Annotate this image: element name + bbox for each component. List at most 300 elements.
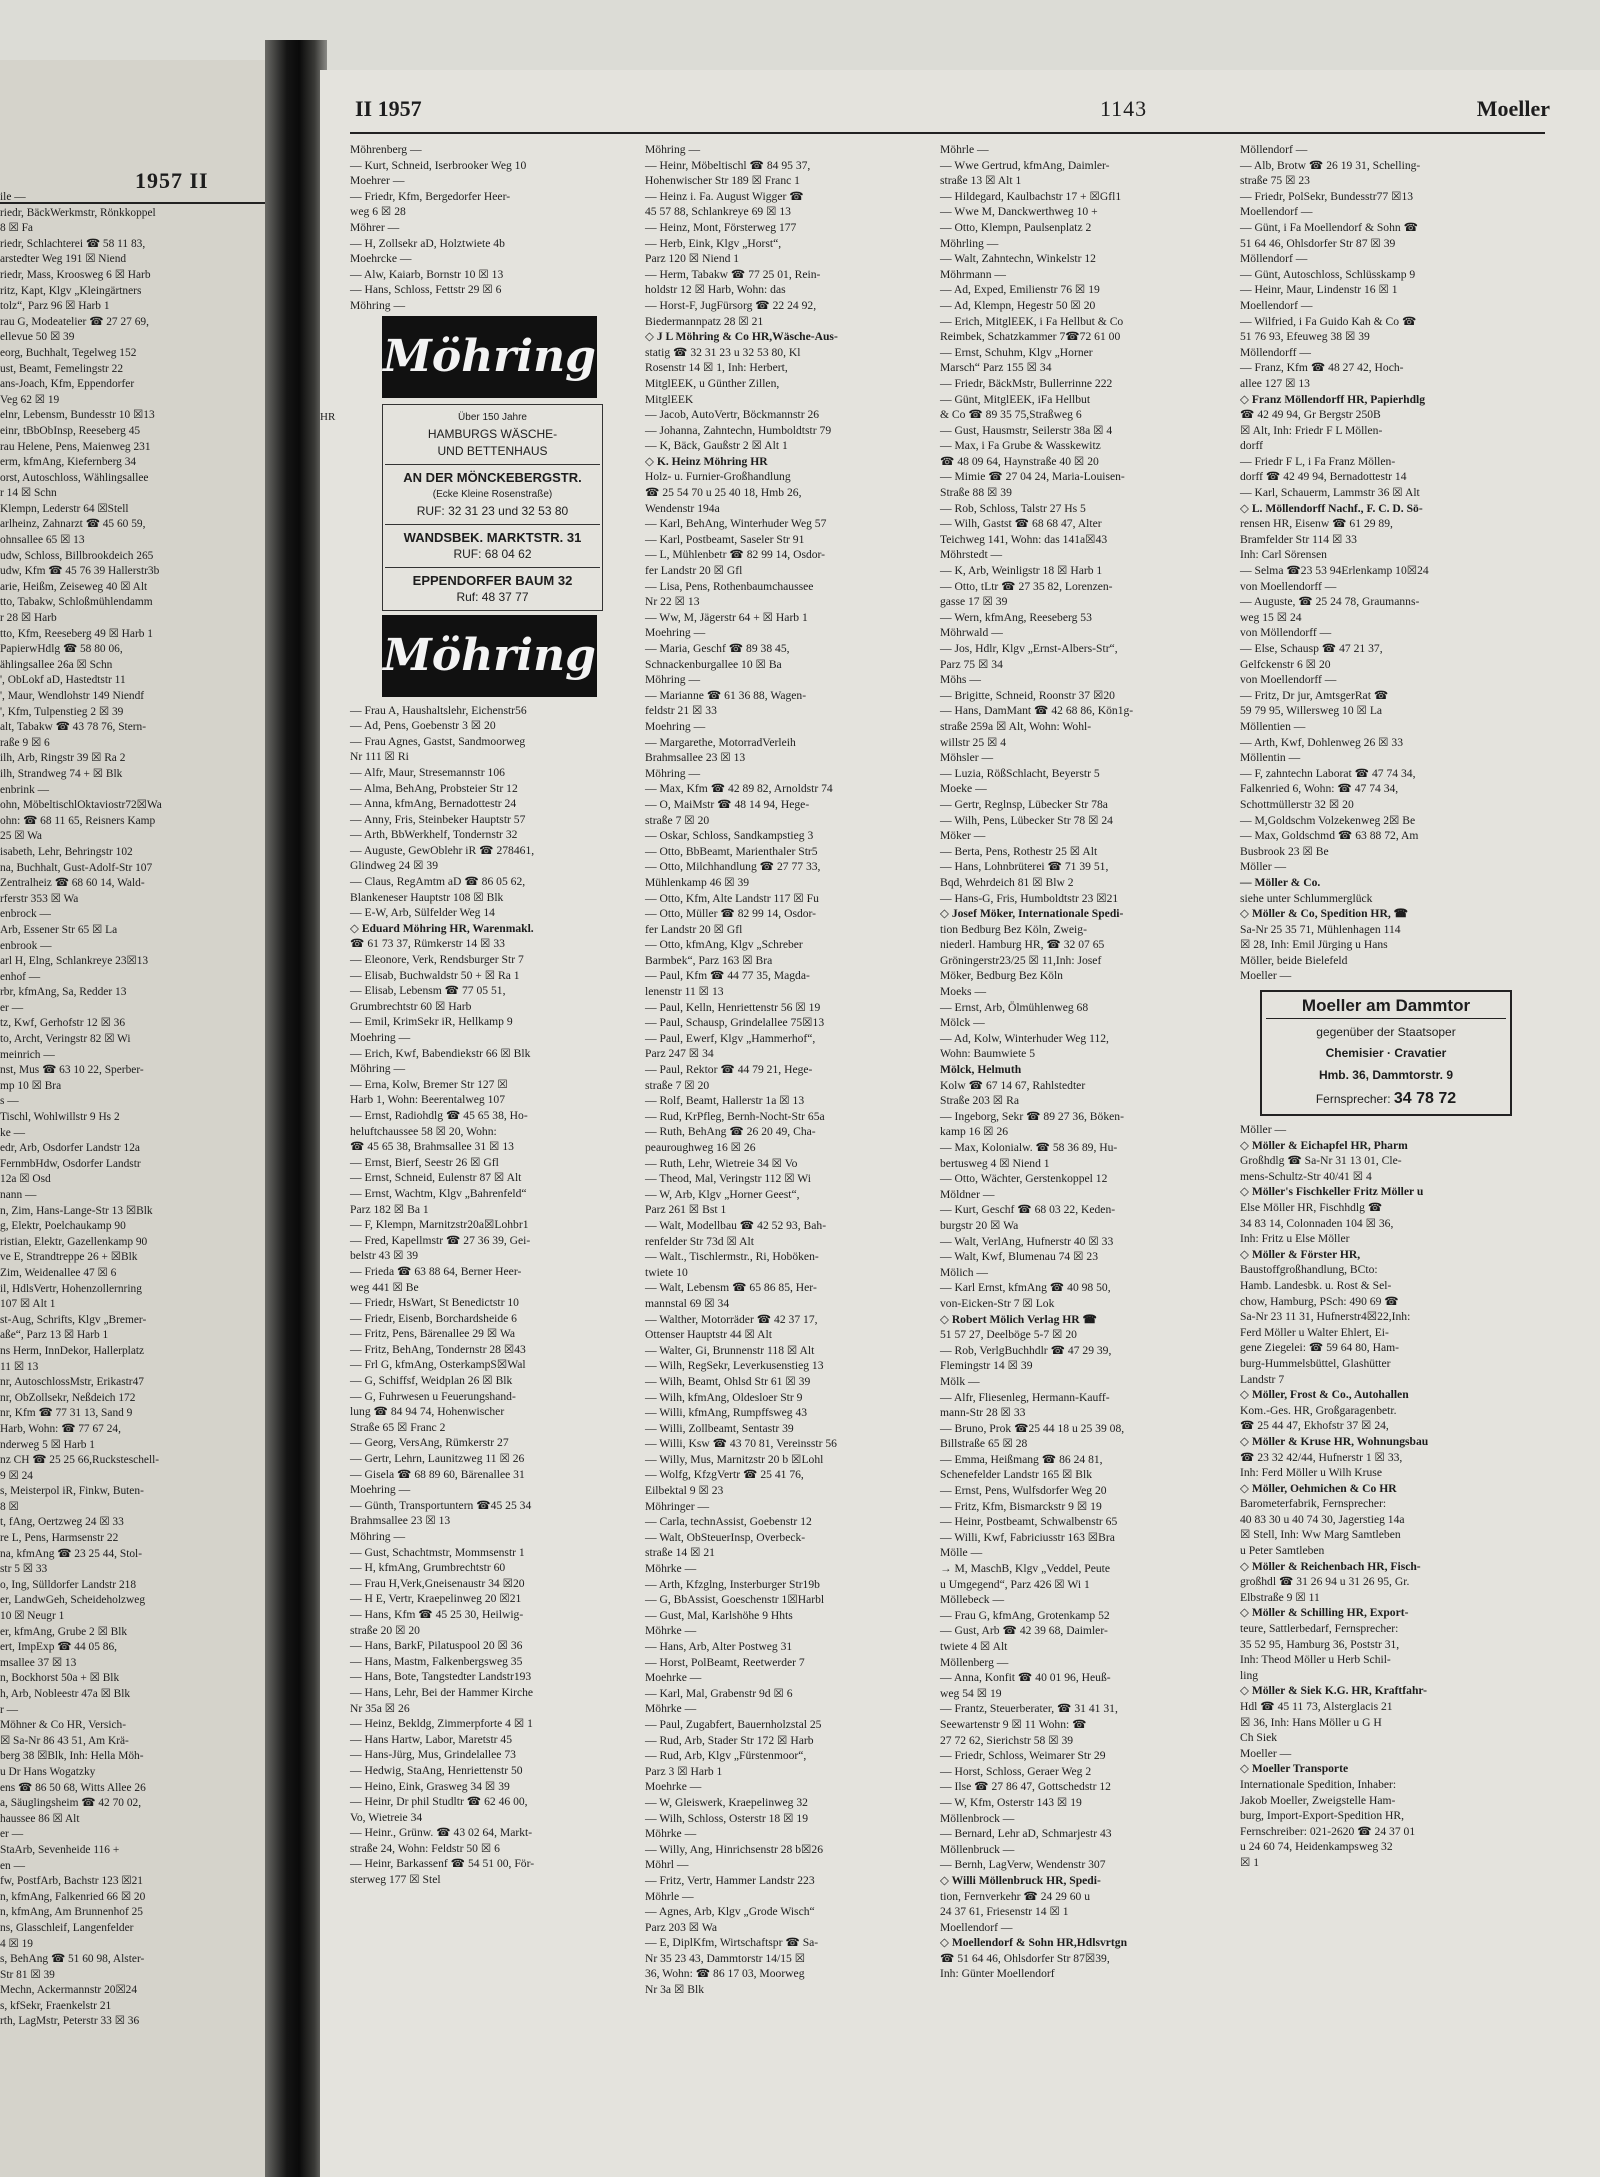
directory-entry: — Franz, Kfm ☎ 48 27 42, Hoch- [1240,361,1404,375]
directory-entry: — Else, Schausp ☎ 47 21 37, [1240,642,1383,655]
directory-entry: Möhring — [350,298,406,312]
directory-entry: — Rob, Schloss, Talstr 27 Hs 5 [940,501,1086,515]
directory-entry: ert, ImpExp ☎ 44 05 86, [0,1641,118,1654]
directory-entry: — Wilh, Pens, Lübecker Str 78 ☒ 24 [940,813,1113,827]
directory-entry: — Walt, Kwf, Blumenau 74 ☒ 23 [940,1250,1099,1264]
directory-entry: — Jos, Hdlr, Klgv „Ernst-Albers-Str“, [940,642,1118,655]
directory-entry: tion, Fernverkehr ☎ 24 29 60 u [940,1889,1090,1903]
directory-entry: — Gisela ☎ 68 89 60, Bärenallee 31 [350,1467,525,1481]
directory-entry: Landstr 7 [1240,1372,1285,1386]
directory-entry: — Karl, Mal, Grabenstr 9d ☒ 6 [645,1686,793,1700]
directory-entry: Moellendorf — [940,1920,1013,1934]
directory-entry: r 14 ☒ Schn [0,487,57,500]
directory-entry: nann — [0,1189,37,1201]
ad-addr1: AN DER MÖNCKEBERGSTR. [403,469,582,485]
directory-entry: MitglEEK, u Günther Zillen, [645,376,780,390]
directory-entry: ◇ Moellendorf & Sohn HR,Hdlsvrtgn [940,1936,1128,1950]
directory-entry: — Walt, Modellbau ☎ 42 52 93, Bah- [645,1218,827,1232]
directory-entry: — Friedr F L, i Fa Franz Möllen- [1240,454,1396,468]
directory-entry: Reimbek, Schatzkammer 7☎72 61 00 [940,330,1121,344]
ad-line2: UND BETTENHAUS [437,443,548,458]
directory-entry: Gelfckenstr 6 ☒ 20 [1240,657,1331,671]
directory-entry: — Lisa, Pens, Rothenbaumchaussee [645,579,814,593]
directory-entry: — Frantz, Steuerberater, ☎ 31 41 31, [940,1702,1118,1716]
directory-entry: chow, Hamburg, PSch: 490 69 ☎ [1240,1294,1399,1308]
directory-entry: von Moellendorff — [1240,673,1337,687]
directory-entry: — Paul, Rektor ☎ 44 79 21, Hege- [645,1063,813,1077]
directory-entry: — Auguste, ☎ 25 24 78, Graumanns- [1240,595,1420,609]
directory-entry: allee 127 ☒ 13 [1240,376,1310,390]
directory-entry: — Horst, PolBeamt, Reetwerder 7 [645,1655,805,1669]
directory-entry: — W, Gleiswerk, Kraepelinweg 32 [645,1795,808,1809]
directory-entry: — Ad, Klempn, Hegestr 50 ☒ 20 [940,298,1096,312]
directory-entry: — Friedr, BäckMstr, Bullerrinne 222 [940,376,1113,390]
directory-entry: — Wilfried, i Fa Guido Kah & Co ☎ [1240,314,1417,328]
directory-entry: 40 83 30 u 40 74 30, Jagerstieg 14a [1240,1512,1405,1526]
directory-entry: — Fritz, Dr jur, AmtsgerRat ☎ [1240,688,1389,702]
directory-entry: PapierwHdlg ☎ 58 80 06, [0,643,123,656]
directory-entry: 25 ☒ Wa [0,830,42,843]
directory-entry: Möhrke — [645,1827,697,1841]
directory-entry: FernmbHdw, Osdorfer Landstr [0,1157,141,1170]
directory-entry: — Hans, BarkF, Pilatuspool 20 ☒ 36 [350,1639,523,1653]
directory-entry: — Heino, Eink, Grasweg 34 ☒ 39 [350,1779,510,1793]
directory-entry: 34 83 14, Colonnaden 104 ☒ 36, [1240,1216,1394,1230]
directory-entry: weg 54 ☒ 19 [940,1686,1002,1700]
directory-entry: tto, Kfm, Reeseberg 49 ☒ Harb 1 [0,627,153,640]
directory-entry: — Wilh, Beamt, Ohlsd Str 61 ☒ 39 [645,1374,811,1388]
directory-entry: ählingsallee 26a ☒ Schn [0,658,113,671]
directory-entry: Biedermannpatz 28 ☒ 21 [645,314,764,328]
directory-entry: — Ad, Kolw, Winterhuder Weg 112, [940,1031,1109,1045]
directory-entry: fer Landstr 20 ☒ Gfl [645,564,743,578]
directory-entry: — Arth, Kfzglng, Insterburger Str19b [645,1577,820,1591]
directory-entry: ☒ Stell, Inh: Ww Marg Samtleben [1240,1528,1401,1542]
right-header-rule [350,132,1545,134]
directory-entry: Inh: Carl Sörensen [1240,548,1327,562]
directory-entry: elnr, Lebensm, Bundesstr 10 ☒13 [0,409,155,422]
directory-entry: — Günth, Transportuntern ☎45 25 34 [350,1498,532,1512]
directory-entry: — Walt., Tischlermstr., Ri, Hoböken- [645,1250,819,1264]
directory-entry: — Ernst, Wachtm, Klgv „Bahrenfeld“ [350,1186,527,1200]
directory-entry: Nr 3a ☒ Blk [645,1983,705,1997]
directory-entry: — Otto, Müller ☎ 82 99 14, Osdor- [645,907,817,921]
directory-entry: Glindweg 24 ☒ 39 [350,859,439,873]
directory-entry: edr, Arb, Osdorfer Landstr 12a [0,1142,140,1155]
directory-entry: — Wolfg, KfzgVertr ☎ 25 41 76, [645,1468,804,1482]
directory-entry: t, fAng, Oertzweg 24 ☒ 33 [0,1516,124,1529]
directory-entry: Mölck, Helmuth [940,1063,1022,1077]
directory-entry: — O, MaiMstr ☎ 48 14 94, Hege- [645,797,810,811]
directory-entry: enhof — [0,970,41,983]
directory-entry: nst, Mus ☎ 63 10 22, Sperber- [0,1064,144,1077]
directory-entry: von Möllendorff — [1240,626,1332,640]
directory-entry: — Otto, Klempn, Paulsenplatz 2 [940,220,1092,234]
column-3 [940,142,1235,2082]
directory-entry: Teichweg 141, Wohn: das 141a☒43 [940,532,1108,546]
directory-entry: Mölk — [940,1374,980,1388]
directory-entry: u 24 60 74, Heidenkampsweg 32 [1240,1840,1393,1854]
directory-entry: → M, MaschB, Klgv „Veddel, Peute [940,1562,1111,1576]
directory-entry: — Theod, Mal, Veringstr 112 ☒ Wi [645,1172,812,1186]
directory-entry: — Arth, Kwf, Dohlenweg 26 ☒ 33 [1240,735,1404,749]
directory-entry: rth, LagMstr, Peterstr 33 ☒ 36 [0,2015,140,2028]
directory-entry: Möllentin — [1240,751,1301,765]
directory-entry: Baustoffgroßhandlung, BCto: [1240,1263,1378,1277]
ad-tel1: RUF: 32 31 23 und 32 53 80 [416,503,569,518]
directory-entry: tion Bedburg Bez Köln, Zweig- [940,922,1087,936]
directory-entry: s — [0,1095,19,1108]
directory-entry: Zim, Weidenallee 47 ☒ 6 [0,1266,117,1279]
column-1 [320,142,640,2082]
directory-entry: siehe unter Schlummerglück [1240,891,1373,905]
directory-entry: Nr 35a ☒ 26 [350,1701,410,1715]
directory-entry: Inh: Theod Möller u Herb Schil- [1240,1653,1391,1667]
directory-entry: h, Arb, Nobleestr 47a ☒ Blk [0,1688,131,1700]
directory-entry: — Rud, Arb, Stader Str 172 ☒ Harb [645,1733,814,1747]
directory-entry: — Ernst, Schneid, Eulenstr 87 ☒ Alt [350,1171,522,1185]
directory-entry: Moellendorf — [1240,298,1313,312]
ad-addr2: WANDSBEK. MARKTSTR. 31 [403,529,582,545]
directory-entry: — Paul, Kelln, Henriettenstr 56 ☒ 19 [645,1000,821,1014]
moeller-ad-title: Moeller am Dammtor [1266,998,1506,1019]
directory-entry: arlheinz, Zahnarzt ☎ 45 60 59, [0,518,146,531]
directory-entry: rbr, kfmAng, Sa, Redder 13 [0,986,127,999]
directory-entry: Harb 1, Wohn: Beerentalweg 107 [350,1093,506,1107]
page-number: 1143 [1100,96,1148,121]
directory-entry: Mölich — [940,1265,988,1279]
directory-entry: — Gertr, Reglnsp, Lübecker Str 78a [940,797,1108,811]
directory-entry: Busbrook 23 ☒ Be [1240,844,1329,858]
directory-entry: — E-W, Arb, Sülfelder Weg 14 [350,906,495,920]
directory-entry: ilh, Strandweg 74 + ☒ Blk [0,767,123,780]
directory-entry: ens ☎ 86 50 68, Witts Allee 26 [0,1781,146,1794]
directory-entry: Möhrstedt — [940,548,1003,562]
directory-entry: heluftchaussee 58 ☒ 20, Wohn: [350,1124,497,1138]
directory-entry: Arb, Essener Str 65 ☒ La [0,923,118,936]
directory-entry: twiete 10 [645,1265,688,1279]
name-heading: Moeller [1476,96,1550,121]
directory-entry: niederl. Hamburg HR, ☎ 32 07 65 [940,938,1105,952]
directory-entry: — Carla, technAssist, Goebenstr 12 [645,1515,812,1529]
directory-entry: ◇ L. Möllendorff Nachf., F. C. D. Sö- [1240,501,1423,515]
moeller-ad-phone-number: 34 78 72 [1393,1090,1457,1108]
directory-entry: rferstr 353 ☒ Wa [0,892,79,905]
directory-entry: — Hans, Kfm ☎ 45 25 30, Heilwig- [350,1607,524,1621]
directory-entry: Möhner & Co HR, Versich- [0,1719,127,1732]
directory-entry: — Fritz, Pens, Bärenallee 29 ☒ Wa [350,1327,516,1341]
directory-entry: — Frl G, kfmAng, OsterkampS☒Wal [350,1358,526,1372]
directory-entry: Möhringer — [645,1499,710,1513]
directory-entry: Nr 35 23 43, Dammtorstr 14/15 ☒ [645,1951,806,1965]
directory-entry: Möhrle — [940,143,989,156]
directory-entry: ◇ Josef Möker, Internationale Spedi- [940,907,1124,921]
column-4 [1240,142,1535,2082]
directory-entry: Marsch“ Parz 155 ☒ 34 [940,361,1052,375]
directory-entry: — Günt, i Fa Moellendorf & Sohn ☎ [1240,220,1419,234]
directory-entry: r — [0,1703,19,1716]
directory-entry: rau G, Modeatelier ☎ 27 27 69, [0,315,149,328]
directory-entry: — Frau H,Verk,Gneisenaustr 34 ☒20 [350,1576,525,1590]
directory-entry: — Kurt, Schneid, Iserbrooker Weg 10 [350,158,527,172]
directory-entry: — Max, Kolonialw. ☎ 58 36 89, Hu- [940,1141,1118,1154]
directory-entry: Möhsler — [940,751,994,765]
directory-entry: belstr 43 ☒ 39 [350,1249,419,1263]
directory-entry: — Heinr, Dr phil Studltr ☎ 62 46 00, [350,1795,528,1809]
directory-entry: s, Meisterpol iR, Finkw, Buten- [0,1485,144,1498]
directory-entry: — Hans-G, Fris, Humboldtstr 23 ☒21 [940,891,1119,905]
directory-entry: — Max, i Fa Grube & Wasskewitz [940,439,1101,453]
directory-entry: Möller, beide Bielefeld [1240,953,1348,967]
directory-entry: Klempn, Lederstr 64 ☒Stell [0,502,129,515]
directory-entry: & Co ☎ 89 35 75,Straßweg 6 [940,408,1082,422]
directory-entry: a, Säuglingsheim ☎ 42 70 02, [0,1797,142,1810]
directory-entry: ◇ Möller & Kruse HR, Wohnungsbau [1240,1434,1429,1448]
directory-entry: — Hans, Lohnbrüterei ☎ 71 39 51, [940,860,1109,874]
directory-entry: lung ☎ 84 94 74, Hohenwischer [350,1405,505,1419]
directory-entry: bertusweg 4 ☒ Niend 1 [940,1156,1050,1170]
directory-entry: sterweg 177 ☒ Stel [350,1873,441,1887]
directory-entry: — Wwe Gertrud, kfmAng, Daimler- [940,158,1110,172]
directory-entry: Grumbrechtstr 60 ☒ Harb [350,999,472,1013]
directory-entry: Möhrling — [940,236,999,250]
directory-entry: — Gust, Arb ☎ 42 39 68, Daimler- [940,1624,1108,1638]
directory-entry: weg 6 ☒ 28 [350,205,406,219]
directory-entry: arie, Heißm, Zeiseweg 40 ☒ Alt [0,580,148,593]
directory-entry: n, kfmAng, Am Brunnenhof 25 [0,1906,144,1919]
directory-entry: — Hildegard, Kaulbachstr 17 + ☒Gfl1 [940,189,1122,203]
directory-entry: Möllendorf — [1240,143,1308,156]
directory-entry: Möhrenberg — [350,143,422,156]
directory-entry: Str 81 ☒ 39 [0,1968,55,1981]
directory-entry: Fernschreiber: 021-2620 ☎ 24 37 01 [1240,1824,1416,1838]
directory-entry: Moehring — [350,1483,411,1497]
directory-entry: — Frieda ☎ 63 88 64, Berner Heer- [350,1264,522,1278]
directory-entry: na, Buchhalt, Gust-Adolf-Str 107 [0,861,153,874]
directory-entry: Möhring — [350,1062,406,1076]
directory-entry: ans-Joach, Kfm, Eppendorfer [0,378,135,391]
directory-entry: ◇ Willi Möllenbruck HR, Spedi- [940,1873,1101,1887]
directory-entry: ☒ 36, Inh: Hans Möller u G H [1240,1715,1382,1729]
directory-entry: Möllendorf — [1240,252,1308,266]
directory-entry: — Elisab, Buchwaldstr 50 + ☒ Ra 1 [350,968,520,982]
directory-entry: — G, BbAssist, Goeschenstr 1☒Harbl [645,1593,825,1607]
directory-entry: en — [0,1859,25,1872]
directory-entry: — Walt, Zahntechn, Winkelstr 12 [940,252,1096,266]
directory-entry: Kolw ☎ 67 14 67, Rahlstedter [940,1078,1086,1092]
directory-entry: Brahmsallee 23 ☒ 13 [350,1514,451,1528]
directory-entry: Hohenwischer Str 189 ☒ Franc 1 [645,174,800,188]
directory-entry: alt, Tabakw ☎ 43 78 76, Stern- [0,721,147,734]
directory-entry: Zentralheiz ☎ 68 60 14, Wald- [0,877,145,890]
directory-entry: Parz 75 ☒ 34 [940,657,1003,671]
directory-entry: straße 75 ☒ 23 [1240,174,1310,188]
directory-entry: — H E, Vertr, Kraepelinweg 20 ☒21 [350,1592,522,1606]
directory-entry: enbrook — [0,939,52,952]
directory-entry: ellevue 50 ☒ 39 [0,331,75,344]
directory-entry: Wendenstr 194a [645,501,720,515]
directory-entry: ☎ 23 32 42/44, Hufnerstr 1 ☒ 33, [1240,1450,1403,1464]
directory-entry: — Paul, Kfm ☎ 44 77 35, Magda- [645,969,810,983]
directory-entry: — Friedr, Eisenb, Borchardsheide 6 [350,1311,517,1325]
directory-entry: erm, kfmAng, Kiefernberg 34 [0,456,137,469]
directory-entry: — Ingeborg, Sekr ☎ 89 27 36, Böken- [940,1109,1124,1123]
directory-entry: er, LandwGeh, Scheideholzweg [0,1594,146,1607]
directory-entry: to, Archt, Veringstr 82 ☒ Wi [0,1033,131,1046]
directory-entry: tz, Kwf, Gerhofstr 12 ☒ 36 [0,1017,126,1030]
directory-entry: n, Zim, Hans-Lange-Str 13 ☒Blk [0,1204,153,1217]
directory-entry: Möker, Bedburg Bez Köln [940,969,1063,983]
directory-entry: — W, Arb, Klgv „Horner Geest“, [645,1187,800,1201]
directory-entry: Hdl ☎ 45 11 73, Alsterglacis 21 [1240,1700,1393,1713]
directory-entry: s, BehAng ☎ 51 60 98, Alster- [0,1953,145,1966]
ad-line1: HAMBURGS WÄSCHE- [427,426,558,441]
directory-entry: — Rud, KrPfleg, Bernh-Nocht-Str 65a [645,1109,825,1123]
directory-entry: ☎ 51 64 46, Ohlsdorfer Str 87☒39, [940,1951,1110,1965]
directory-entry: Möhrke — [645,1562,697,1576]
directory-entry: raße 9 ☒ 6 [0,736,50,749]
directory-entry: — Ernst, Pens, Wulfsdorfer Weg 20 [940,1484,1107,1498]
directory-entry: — H, Zollsekr aD, Holztwiete 4b [350,236,505,250]
directory-entry: Moeks — [940,985,987,999]
directory-entry: — Walt, Lebensm ☎ 65 86 85, Her- [645,1281,817,1295]
hr-mark: HR [320,410,336,423]
ad-tel2: RUF: 68 04 62 [453,546,532,561]
directory-entry: Parz 3 ☒ Harb 1 [645,1764,723,1778]
left-page-header: 1957 II [135,168,209,193]
directory-entry: ile — [0,191,26,203]
directory-entry: ◇ Möller & Reichenbach HR, Fisch- [1240,1559,1421,1573]
directory-entry: mp 10 ☒ Bra [0,1079,62,1092]
directory-entry: — Hedwig, StaAng, Henriettenstr 50 [350,1763,523,1777]
directory-entry: ☎ 25 54 70 u 25 40 18, Hmb 26, [645,486,802,500]
directory-entry: — Günt, Autoschloss, Schlüsskamp 9 [1240,267,1416,281]
directory-entry: Mölck — [940,1016,985,1030]
directory-entry: — Brigitte, Schneid, Roonstr 37 ☒20 [940,688,1115,702]
directory-entry: — Otto, tLtr ☎ 27 35 82, Lorenzen- [940,579,1113,593]
moeller-ad-phone [1266,1091,1506,1108]
directory-entry: Seewartenstr 9 ☒ 11 Wohn: ☎ [940,1717,1087,1731]
directory-entry: — Selma ☎23 53 94Erlenkamp 10☒24 [1240,564,1429,578]
directory-entry: — K, Bäck, Gaußstr 2 ☒ Alt 1 [645,439,788,453]
directory-entry: — Erich, Kwf, Babendiekstr 66 ☒ Blk [350,1046,531,1060]
directory-entry: Schenefelder Landstr 165 ☒ Blk [940,1468,1093,1482]
directory-entry: Tischl, Wohlwillstr 9 Hs 2 [0,1111,120,1124]
directory-entry: Wohn: Baumwiete 5 [940,1047,1036,1061]
directory-entry: — Ww, M, Jägerstr 64 + ☒ Harb 1 [645,610,808,624]
directory-entry: ', Kfm, Tulpenstieg 2 ☒ 39 [0,705,124,718]
directory-entry: — Friedr, Schloss, Weimarer Str 29 [940,1749,1106,1763]
directory-entry: ◇ Möller & Eichapfel HR, Pharm [1240,1138,1408,1152]
directory-entry: s, kfSekr, Fraenkelstr 21 [0,1999,112,2012]
directory-entry: — Rolf, Beamt, Hallerstr 1a ☒ 13 [645,1094,805,1108]
directory-entry: — Hans, Arb, Alter Postweg 31 [645,1640,793,1653]
directory-entry: — Heinz, Bekldg, Zimmerpforte 4 ☒ 1 [350,1717,533,1731]
directory-entry: — W, Kfm, Osterstr 143 ☒ 19 [940,1795,1082,1809]
directory-entry: Mühlenkamp 46 ☒ 39 [645,875,750,889]
directory-entry: straße 14 ☒ 21 [645,1546,715,1560]
directory-entry: — Friedr, PolSekr, Bundesstr77 ☒13 [1240,189,1414,203]
directory-entry: ◇ Möller & Siek K.G. HR, Kraftfahr- [1240,1684,1427,1698]
directory-entry: — Paul, Schausp, Grindelallee 75☒13 [645,1016,825,1030]
directory-entry: arl H, Elng, Schlankreye 23☒13 [0,955,149,968]
directory-entry: straße 13 ☒ Alt 1 [940,174,1022,188]
directory-entry: Parz 120 ☒ Niend 1 [645,252,740,266]
directory-entry: Mölle — [940,1546,983,1560]
directory-entry: straße 20 ☒ 20 [350,1623,420,1637]
directory-entry: — Elisab, Lebensm ☎ 77 05 51, [350,984,506,998]
directory-entry: re L, Pens, Harmsenstr 22 [0,1532,119,1545]
directory-entry: — Bernard, Lehr aD, Schmarjestr 43 [940,1827,1112,1841]
directory-entry: Parz 247 ☒ 34 [645,1047,714,1061]
directory-entry: — Gust, Schachtmstr, Mommsenstr 1 [350,1545,525,1559]
directory-entry: — Wwe M, Danckwerthweg 10 + [940,205,1098,219]
directory-entry: weg 15 ☒ 24 [1240,610,1302,624]
directory-entry: nr, Kfm ☎ 77 31 13, Sand 9 [0,1407,133,1420]
directory-entry: — Otto, Milchhandlung ☎ 27 77 33, [645,860,821,874]
directory-entry: ohnsallee 65 ☒ 13 [0,534,85,547]
directory-entry: — Anna, Konfit ☎ 40 01 96, Heuß- [940,1671,1111,1685]
directory-entry: — Otto, Kfm, Alte Landstr 117 ☒ Fu [645,891,819,905]
directory-entry: Möhrke — [645,1702,697,1716]
directory-entry: ◇ Möller's Fischkeller Fritz Möller u [1240,1185,1424,1199]
directory-entry: ◇ Möller, Frost & Co., Autohallen [1240,1388,1409,1402]
directory-entry: ☎ 45 65 38, Brahmsallee 31 ☒ 13 [350,1140,514,1154]
directory-entry: Barmbek“, Parz 163 ☒ Bra [645,953,773,967]
directory-entry: dorff ☎ 42 49 94, Bernadottestr 14 [1240,470,1407,484]
directory-entry: — Claus, RegAmtm aD ☎ 86 05 62, [350,875,526,889]
directory-entry: Möldner — [940,1187,995,1201]
directory-entry: mannstal 69 ☒ 34 [645,1296,730,1310]
directory-entry: 35 52 95, Hamburg 36, Poststr 31, [1240,1637,1400,1651]
directory-entry: — Heinr, Postbeamt, Schwalbenstr 65 [940,1515,1118,1529]
directory-entry: — Karl Ernst, kfmAng ☎ 40 98 50, [940,1281,1111,1295]
directory-entry: — Ad, Exped, Emilienstr 76 ☒ 19 [940,283,1100,297]
directory-entry: — F, Klempn, Marnitzstr20a☒Lohbr1 [350,1218,529,1232]
moeller-dammtor-ad [1260,990,1512,1116]
ad-addr1-note: (Ecke Kleine Rosenstraße) [432,488,553,500]
directory-entry: — Frau Agnes, Gastst, Sandmoorweg [350,734,526,748]
directory-entry: — Walt, VerlAng, Hufnerstr 40 ☒ 33 [940,1234,1114,1248]
directory-entry: — G, Schiffsf, Weidplan 26 ☒ Blk [350,1374,513,1388]
directory-entry: 12a ☒ Osd [0,1173,51,1186]
directory-entry: — Ernst, Bierf, Seestr 26 ☒ Gfl [350,1155,499,1169]
directory-entry: ristian, Elektr, Gazellenkamp 90 [0,1235,148,1248]
directory-entry: Gröningerstr23/25 ☒ 11,Inh: Josef [940,953,1102,967]
directory-entry: weg 441 ☒ Be [350,1280,419,1294]
column-4-bottom-entries [1240,1122,1535,1871]
directory-entry: nr, AutoschlossMstr, Erikastr47 [0,1376,144,1389]
directory-entry: — Willy, Mus, Marnitzstr 20 b ☒Lohl [645,1452,824,1466]
directory-entry: — Kurt, Geschf ☎ 68 03 22, Keden- [940,1203,1116,1217]
directory-entry: großhdl ☎ 31 26 94 u 31 26 95, Gr. [1240,1575,1410,1589]
directory-entry: — Friedr, Kfm, Bergedorfer Heer- [350,189,511,203]
directory-entry: Möhring — [350,1530,406,1543]
right-page-header [355,96,1600,136]
directory-entry: — Alw, Kaiarb, Bornstr 10 ☒ 13 [350,267,504,281]
directory-entry: burgstr 20 ☒ Wa [940,1218,1019,1232]
directory-entry: gasse 17 ☒ 39 [940,595,1008,609]
directory-entry: rau Helene, Pens, Maienweg 231 [0,440,151,453]
directory-entry: ◇ Robert Mölich Verlag HR ☎ [940,1312,1097,1326]
directory-entry: ohn: ☎ 68 11 65, Reisners Kamp [0,814,156,827]
directory-entry: enbrink — [0,783,50,796]
directory-entry: — Fritz, BehAng, Tondernstr 28 ☒43 [350,1342,526,1356]
directory-entry: u Peter Samtleben [1240,1544,1325,1558]
directory-entry: haussee 86 ☒ Alt [0,1812,80,1825]
directory-entry: — Hans, Schloss, Fettstr 29 ☒ 6 [350,283,502,297]
directory-entry: ◇ Möller & Förster HR, [1240,1247,1361,1261]
